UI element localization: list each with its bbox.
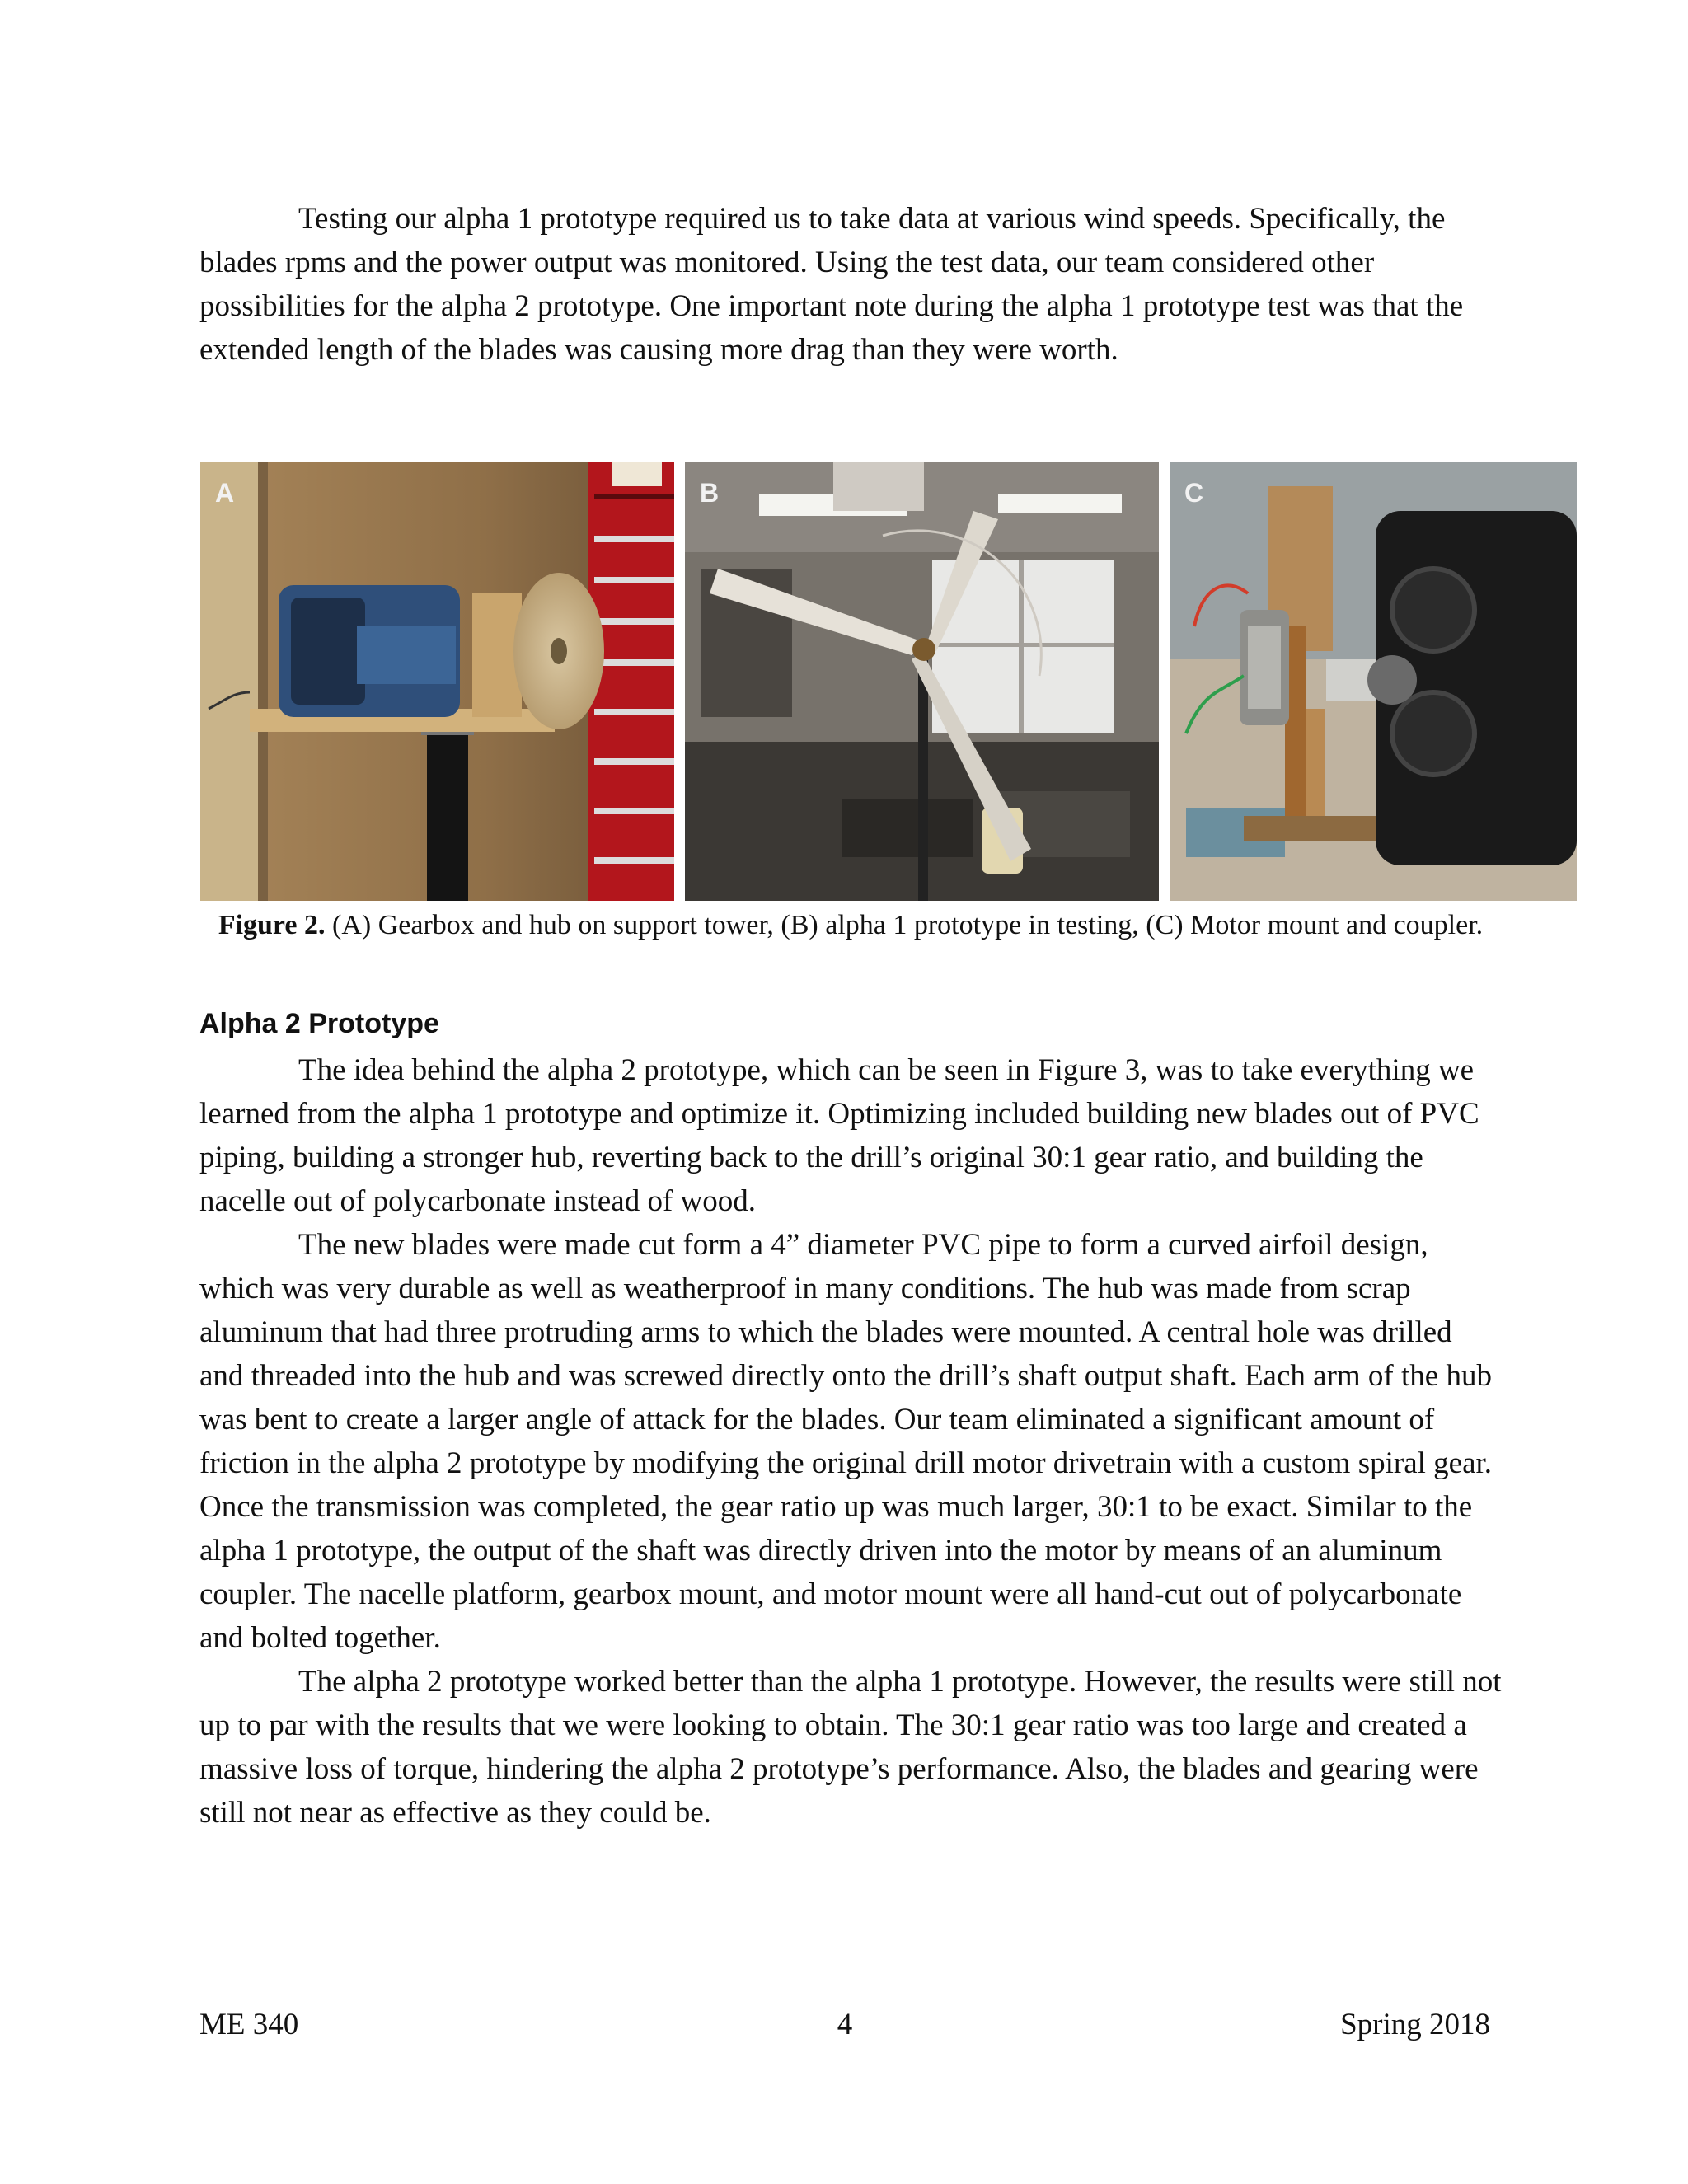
figure-caption-text: (A) Gearbox and hub on support tower, (B) alpha 1 prototype in testing, (C) Motor mount and coupler. [325, 910, 1484, 940]
panel-b-label: B [700, 478, 720, 508]
body-paragraph-3: The alpha 2 prototype worked better than the alpha 1 prototype. However, the results were still not up to par with the results that we were looking to obtain. The 30:1 gear ratio was too large and created a massive loss of torque, hindering the alpha 2 prototype’s performance. Also, the blades and gearing were still not near as effective as they could be. [199, 1665, 1502, 1830]
section-heading: Alpha 2 Prototype [199, 1008, 439, 1039]
footer-page-number: 4 [837, 2008, 853, 2041]
figure-2 [200, 462, 1577, 901]
panel-c-label: C [1184, 478, 1204, 508]
figure-panel-b-photo [685, 462, 1159, 901]
body-paragraph-1: The idea behind the alpha 2 prototype, which can be seen in Figure 3, was to take everything we learned from the alpha 1 prototype and optimize it. Optimizing included building new blades out of PVC piping, building a stronger hub, reverting back to the drill’s original 30:1 gear ratio, and building the nacelle out of polycarbonate instead of wood. [199, 1053, 1479, 1218]
intro-paragraph: Testing our alpha 1 prototype required us to take data at various wind speeds. Specifically, the blades rpms and the power output was monitored. Using the test data, our team considered other possibilities for the alpha 2 prototype. One important note during the alpha 1 prototype test was that the extended length of the blades was causing more drag than they were worth. [199, 202, 1464, 367]
intro-text [199, 197, 1502, 372]
body-text [199, 1048, 1502, 1835]
panel-a-label: A [215, 478, 235, 508]
figure-panel-c-photo [1170, 462, 1577, 901]
footer-course: ME 340 [199, 2008, 299, 2041]
figure-panel-a-photo [200, 462, 674, 901]
figure-caption [199, 908, 1502, 943]
footer-term: Spring 2018 [1340, 2008, 1490, 2041]
body-paragraph-2: The new blades were made cut form a 4” diameter PVC pipe to form a curved airfoil design, which was very durable as well as weatherproof in many conditions. The hub was made from scrap aluminum that had three protruding arms to which the blades were mounted. A central hole was drilled and threaded into the hub and was screwed directly onto the drill’s shaft output shaft. Each arm of the hub was bent to create a larger angle of attack for the blades. Our team eliminated a significant amount of friction in the alpha 2 prototype by modifying the original drill motor drivetrain with a custom spiral gear. Once the transmission was completed, the gear ratio up was much larger, 30:1 to be exact. Similar to the alpha 1 prototype, the output of the shaft was directly driven into the motor by means of an aluminum coupler. The nacelle platform, gearbox mount, and motor mount were all hand-cut out of polycarbonate and bolted together. [199, 1228, 1493, 1655]
figure-caption-label: Figure 2. [218, 910, 326, 940]
